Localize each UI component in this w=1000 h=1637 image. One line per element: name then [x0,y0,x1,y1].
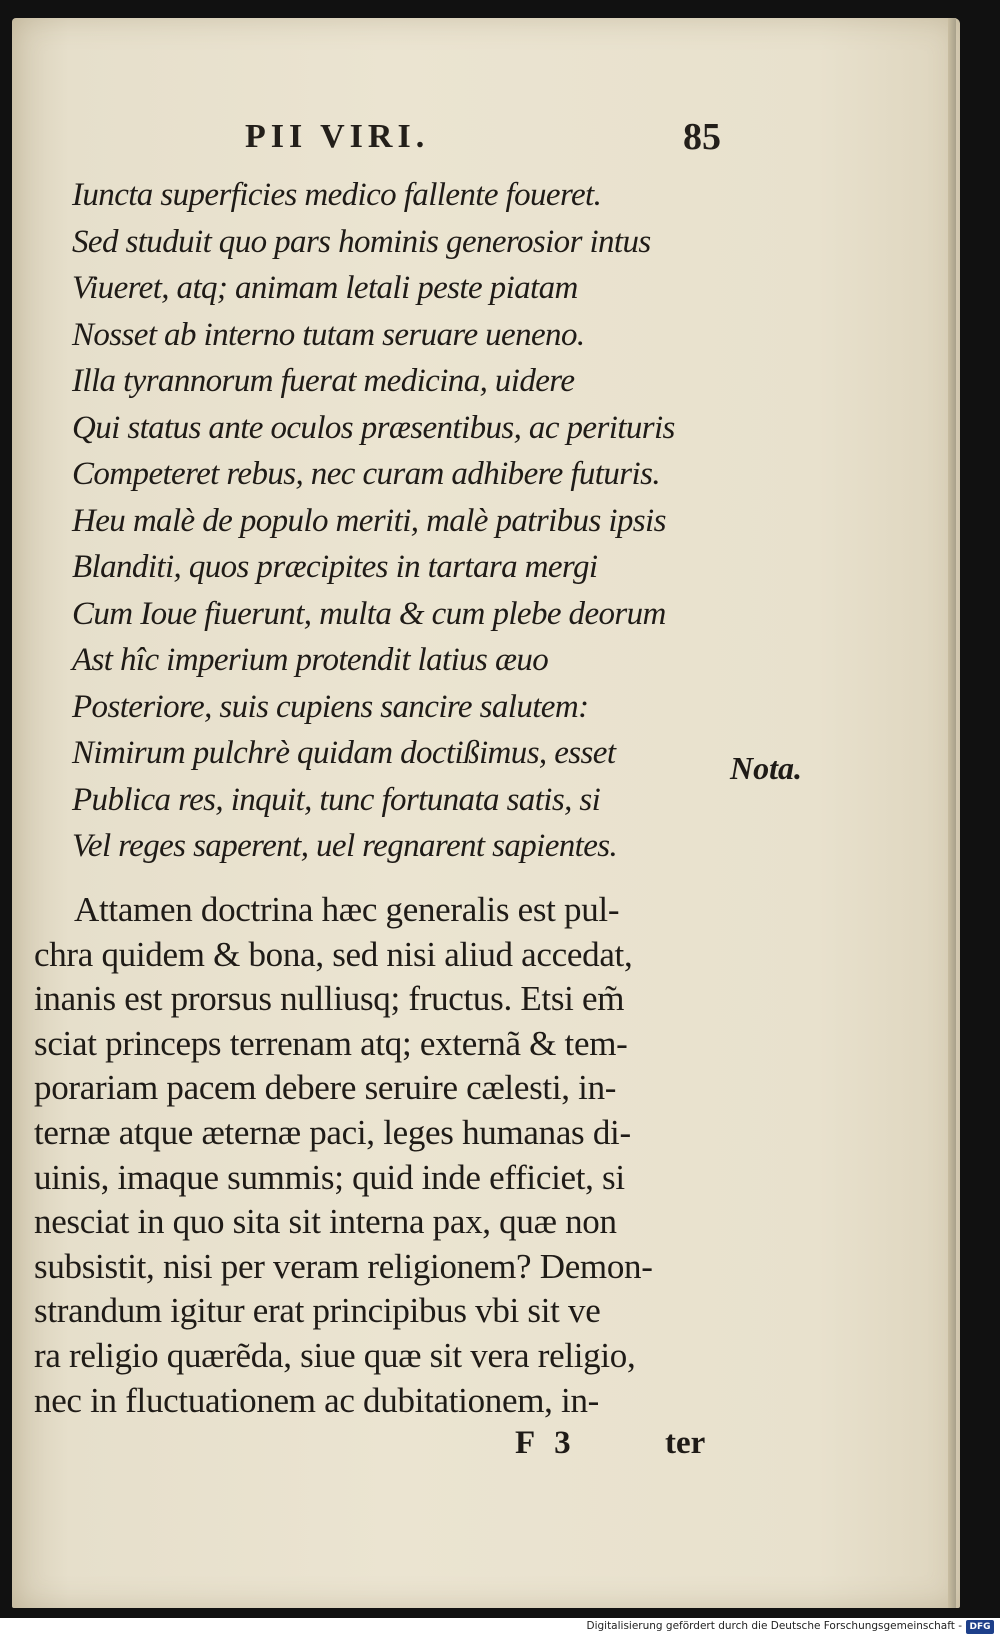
verse-block [72,172,712,870]
verse-line: Viueret, atq; animam letali peste piatam [72,270,578,306]
verse-line: Sed studuit quo pars hominis generosior intus [72,223,651,260]
verse-line: Illa tyrannorum fuerat medicina, uidere [72,363,575,399]
verse-line: Posteriore, suis cupiens sancire salutem: [72,688,589,725]
page-edge [948,18,956,1608]
prose-line: strandum igitur erat principibus vbi sit ve [34,1291,601,1331]
verse-line: Ast hîc imperium protendit latius æuo [72,642,549,678]
prose-line: ra religio quærẽda, siue quæ sit vera religio, [34,1335,636,1375]
verse-line: Nosset ab interno tutam seruare ueneno. [72,316,585,353]
prose-line: ternæ atque æternæ paci, leges humanas di- [34,1112,631,1152]
running-title: PII VIRI. [245,118,430,155]
margin-note: Nota. [730,750,802,786]
prose-line: porariam pacem debere seruire cælesti, in- [34,1068,617,1108]
footer-credit: Digitalisierung gefördert durch die Deutsche Forschungsgemeinschaft - [586,1620,962,1632]
prose-line: Attamen doctrina hæc generalis est pul- [74,890,620,929]
prose-block [34,888,724,1423]
prose-line: uinis, imaque summis; quid inde efficiet, si [34,1157,625,1197]
verse-line: Competeret rebus, nec curam adhibere futuris. [72,456,660,492]
verse-line: Cum Ioue fiuerunt, multa & cum plebe deorum [72,595,666,632]
verse-line: Publica res, inquit, tunc fortunata satis, si [72,781,601,818]
verse-line: Qui status ante oculos præsentibus, ac perituris [72,409,675,446]
prose-line: nesciat in quo sita sit interna pax, quæ non [34,1202,617,1242]
prose-line: chra quidem & bona, sed nisi aliud accedat, [34,934,633,974]
prose-line: subsistit, nisi per veram religionem? Demon- [34,1246,653,1286]
prose-line: nec in fluctuationem ac dubitationem, in- [34,1380,600,1420]
page-number: 85 [683,116,721,158]
catchword: ter [665,1425,706,1461]
signature-mark: F 3 [515,1425,577,1461]
verse-line: Vel reges saperent, uel regnarent sapientes. [72,828,618,864]
verse-line: Iuncta superficies medico fallente foueret. [72,177,602,213]
verse-line: Blanditi, quos præcipites in tartara mergi [72,549,598,585]
dfg-logo-icon[interactable]: DFG [966,1620,994,1634]
verse-line: Nimirum pulchrè quidam doctißimus, esset [72,735,616,771]
verse-line: Heu malè de populo meriti, malè patribus ipsis [72,502,666,539]
prose-line: sciat princeps terrenam atq; externã & tem- [34,1023,628,1063]
prose-line: inanis est prorsus nulliusq; fructus. Etsi em̃ [34,979,625,1019]
